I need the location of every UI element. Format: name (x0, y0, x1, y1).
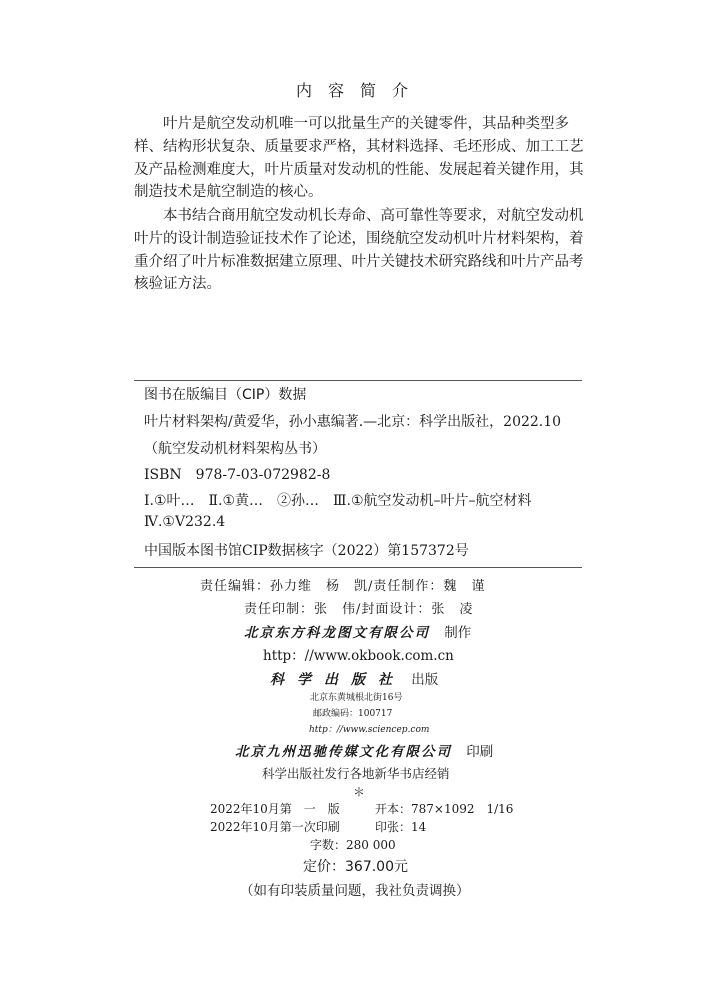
paragraph-line: 制造技术是航空制造的核心。 (134, 184, 323, 201)
printing-info: 2022年10月第一次印刷 (210, 820, 340, 834)
publisher-suffix: 出版 (411, 672, 439, 688)
designer-website: http：//www.okbook.com.cn (263, 648, 454, 664)
cip-top-rule (134, 380, 582, 381)
summary-paragraph-2 (134, 205, 586, 296)
printer-org-name: 北京九州迅驰传媒文化有限公司 (235, 744, 452, 760)
paragraph-line: 样、结构形状复杂、质量要求严格，其材料选择、毛坯形成、加工工艺 (134, 138, 584, 155)
designer-suffix: 制作 (444, 625, 472, 641)
paragraph-line: 叶片是航空发动机唯一可以批量生产的关键零件，其品种类型多 (163, 116, 569, 132)
edition-info: 2022年10月第 一 版 (210, 802, 340, 816)
publisher-address: 北京东黄城根北街16号 (310, 693, 403, 703)
paragraph-line: 本书结合商用航空发动机长寿命、高可靠性等要求，对航空发动机 (163, 208, 584, 224)
price: 定价：367.00元 (303, 859, 408, 875)
credit-editors: 责任编辑：孙力维 杨 凯/责任制作：魏 谨 (200, 579, 486, 594)
summary-title: 内容简介 (295, 81, 424, 100)
publisher-line (270, 668, 438, 689)
distribution-note: 科学出版社发行各地新华书店经销 (262, 766, 450, 781)
paragraph-line: 叶片的设计制造验证技术作了论述，围绕航空发动机叶片材料架构，着 (134, 230, 584, 247)
paragraph-line: 重介绍了叶片标准数据建立原理、叶片关键技术研究路线和叶片产品考 (134, 253, 584, 270)
cip-line-title: 叶片材料架构/黄爱华，孙小惠编著.—北京：科学出版社，2022.10 (144, 414, 562, 430)
star-separator: ＊ (353, 785, 366, 799)
word-count: 字数：280 000 (310, 838, 396, 852)
cip-line-series: （航空发动机材料架构丛书） (144, 441, 326, 457)
publisher-website: http：//www.sciencep.com (309, 725, 430, 735)
sheets-info: 印张：14 (375, 820, 427, 834)
printer-suffix: 印刷 (466, 744, 494, 760)
cip-line-classification: Ⅳ.①V232.4 (144, 514, 226, 530)
paragraph-line: 及产品检测难度大，叶片质量对发动机的性能、发展起着关键作用，其 (134, 161, 584, 178)
cip-line-subjects: Ⅰ.①叶… Ⅱ.①黄… ②孙… Ⅲ.①航空发动机–叶片–航空材料 (144, 493, 532, 509)
cip-line-isbn: ISBN 978-7-03-072982-8 (144, 467, 331, 483)
printer-line (235, 740, 493, 760)
publisher-name: 科学出版社 (270, 672, 405, 688)
designer-org-name: 北京东方科龙图文有限公司 (244, 625, 430, 641)
credit-printing-design: 责任印制：张 伟/封面设计：张 凌 (244, 602, 474, 617)
cip-line-record-number: 中国版本图书馆CIP数据核字（2022）第157372号 (144, 543, 469, 559)
cip-heading: 图书在版编目（CIP）数据 (144, 387, 307, 403)
cip-bottom-rule (134, 567, 582, 568)
summary-paragraph-1 (134, 113, 586, 204)
paragraph-line: 核验证方法。 (134, 276, 221, 293)
publisher-postcode: 邮政编码：100717 (313, 709, 393, 719)
format-info: 开本：787×1092 1/16 (375, 802, 514, 816)
quality-notice: （如有印装质量问题，我社负责调换） (240, 883, 470, 899)
designer-line (244, 621, 471, 641)
